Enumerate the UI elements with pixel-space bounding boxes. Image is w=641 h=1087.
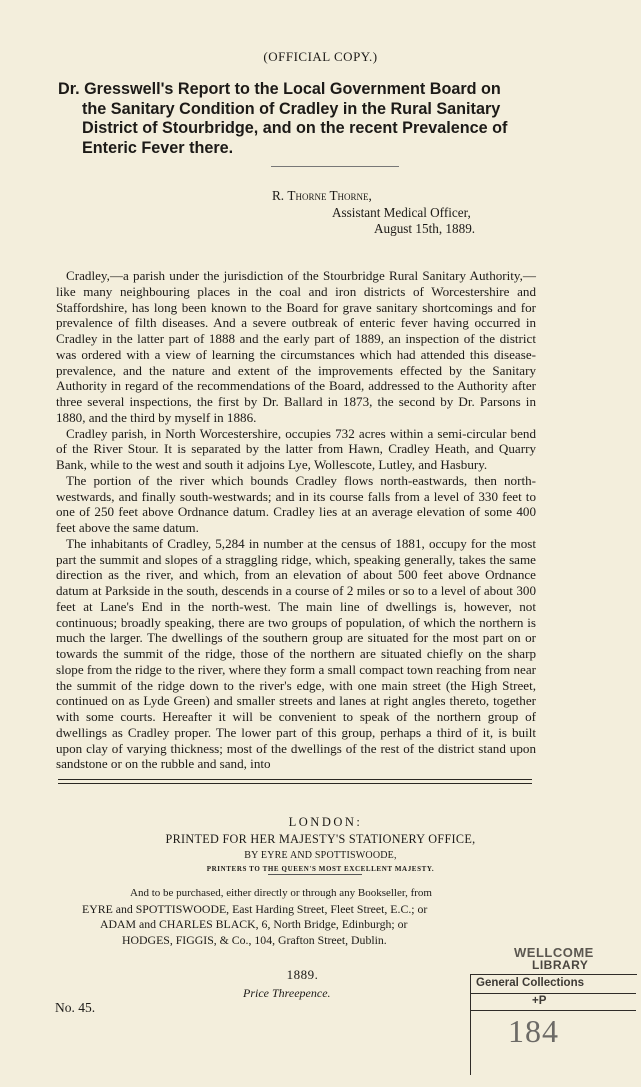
- signature-role: Assistant Medical Officer,: [332, 204, 471, 220]
- printer-imprint: [0, 815, 641, 873]
- document-number: No. 45.: [55, 1000, 96, 1015]
- title-divider: [271, 166, 399, 167]
- purchase-line-4: HODGES, FIGGIS, & Co., 104, Grafton Street, Dublin.: [122, 932, 387, 947]
- imprint-divider: [268, 874, 362, 875]
- report-body: [56, 268, 536, 772]
- stamp-wellcome: WELLCOME: [514, 945, 594, 960]
- body-paragraph-4: The inhabitants of Cradley, 5,284 in number at the census of 1881, occupy for the most part the summit and slopes of a straggling ridge, which, speaking generally, takes the same direction as the river, and which, from an elevation of about 500 feet above Ordnance datum at Parkside in the south, descends in a course of 2 miles or so to a level of about 300 feet at Lane's End in the north-west. The main line of dwellings is, however, not continuous; broadly speaking, there are two groups of population, of which the northern is much the larger. The dwellings of the southern group are situated for the most part on or towards the summit of the ridge, those of the northern are situated chiefly on the sharp slope from the ridge to the river, where they form a small compact town reaching from near the summit of the ridge down to the river's edge, with one main street (the High Street, continued on as Lyde Green) and smaller streets and lanes at right angles thereto, together with some courts. Hereafter it will be convenient to speak of the northern group of dwellings as Cradley proper. The lower part of this group, perhaps a third of it, is built upon clay of varying thickness; most of the dwellings of the rest of the district stand upon sandstone or on the rubble and sand, into: [56, 535, 536, 772]
- purchase-line-3: ADAM and CHARLES BLACK, 6, North Bridge, Edinburgh; or: [100, 917, 408, 932]
- library-stamp: [470, 947, 638, 1077]
- imprint-printer: BY EYRE AND SPOTTISWOODE,: [244, 850, 397, 861]
- signature-name: Thorne Thorne,: [287, 188, 372, 203]
- imprint-london: LONDON:: [288, 815, 363, 829]
- price-label: Price Threepence.: [243, 986, 331, 1000]
- stamp-shelf-number: 184: [508, 1013, 559, 1049]
- title-line-3: District of Stourbridge, and on the recent Prevalence of: [82, 119, 508, 137]
- title-line-2: the Sanitary Condition of Cradley in the Rural Sanitary: [82, 99, 501, 118]
- title-line-1: Dr. Gresswell's Report to the Local Government Board on: [58, 80, 501, 98]
- purchase-line-1: And to be purchased, either directly or through any Bookseller, from: [130, 887, 432, 899]
- stamp-divider-1: [470, 993, 636, 994]
- title-line-4: Enteric Fever there.: [82, 138, 234, 157]
- signature-name-line: [272, 188, 530, 205]
- body-paragraph-2: Cradley parish, in North Worcestershire, occupies 732 acres within a semi-circular bend of the River Stour. It is separated by the latter from Hawn, Cradley Heath, and Quarry Bank, while to the west and south it adjoins Lye, Wollescote, Lutley, and Hasbury.: [56, 425, 536, 472]
- stamp-code: +P: [532, 995, 547, 1007]
- official-copy-heading: (OFFICIAL COPY.): [263, 49, 378, 64]
- stamp-divider-2: [470, 1010, 636, 1011]
- body-paragraph-3: The portion of the river which bounds Cradley flows north-eastwards, then north-westwards, and finally south-westwards; and in its course falls from a level of 330 feet to one of 250 feet above Ordnance datum. Cradley lies at an average elevation of some 400 feet above the same datum.: [56, 472, 536, 535]
- signature-date: August 15th, 1889.: [374, 221, 476, 236]
- stamp-library: LIBRARY: [532, 958, 589, 972]
- report-title: [58, 80, 603, 158]
- double-rule-divider: [58, 779, 532, 784]
- imprint-printed-for: PRINTED FOR HER MAJESTY'S STATIONERY OFFICE,: [165, 832, 476, 846]
- purchase-line-2: EYRE and SPOTTISWOODE, East Harding Street, Fleet Street, E.C.; or: [82, 901, 428, 916]
- signature-initial: R.: [272, 188, 288, 203]
- stamp-collection: General Collections: [476, 977, 585, 989]
- body-paragraph-1: Cradley,—a parish under the jurisdiction of the Stourbridge Rural Sanitary Authority,—like many neighbouring places in the coal and iron districts of Worcestershire and Staffordshire, has long been known to the Board for grave sanitary shortcomings and for prevalence of filth diseases. And a severe outbreak of enteric fever having occurred in Cradley in the latter part of 1888 and the early part of 1889, an inspection of the district was ordered with a view of learning the circumstances which had attended this disease-prevalence, and the nature and extent of the improvements effected by the Sanitary Authority in regard of the recommendations of the Board, addressed to the Authority after three several inspections, the first by Dr. Ballard in 1873, the second by Dr. Parsons in 1880, and the third by myself in 1886.: [56, 268, 536, 425]
- signature-block: [272, 188, 530, 238]
- purchase-info: [82, 886, 552, 948]
- imprint-printers-to-queen: PRINTERS TO THE QUEEN'S MOST EXCELLENT MAJESTY.: [206, 865, 435, 873]
- publication-year: 1889.: [286, 967, 319, 982]
